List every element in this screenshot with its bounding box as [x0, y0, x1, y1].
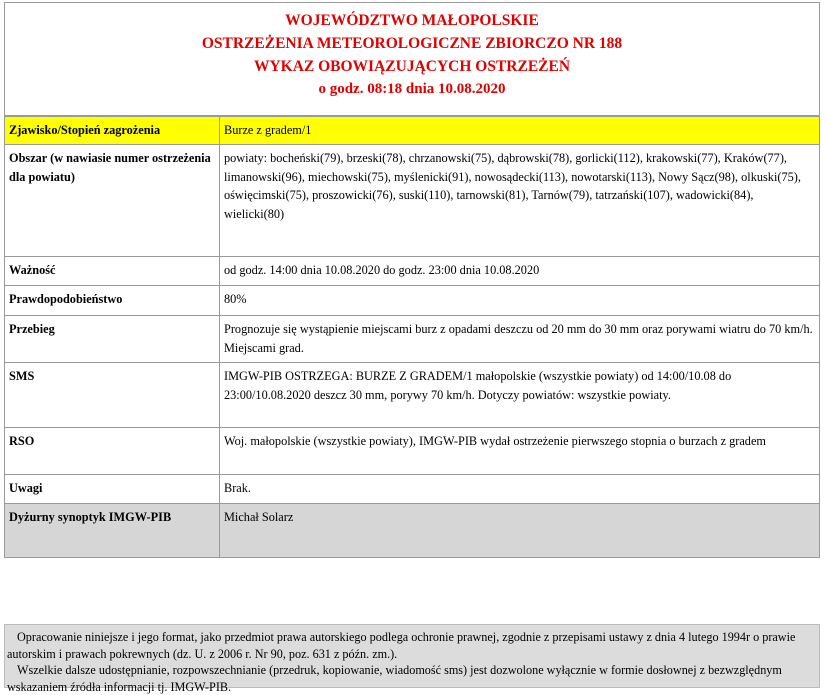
row-course	[5, 316, 820, 363]
rso-value: Woj. małopolskie (wszystkie powiaty), IMGW-PIB wydał ostrzeżenie pierwszego stopnia o burzach z gradem	[220, 428, 820, 475]
row-sms	[5, 363, 820, 428]
redistribution-paragraph: Wszelkie dalsze udostępnianie, rozpowszechnianie (przedruk, kopiowanie, wiadomość sms) jest dozwolone wyłącznie w formie dosłownej z bezwzględnym wskazaniem źródła informacji tj. IMGW-PIB.	[7, 663, 782, 694]
course-label: Przebieg	[5, 316, 220, 363]
sms-label: SMS	[5, 363, 220, 428]
area-value: powiaty: bocheński(79), brzeski(78), chrzanowski(75), dąbrowski(78), gorlicki(112), krakowski(77), Kraków(77), limanowski(96), miechowski(75), myślenicki(91), nowosądecki(113), nowotarski(113), Nowy Sącz(98), olkuski(75), oświęcimski(75), proszowicki(76), suski(110), tarnowski(81), Tarnów(79), tatrzański(107), wadowicki(84), wielicki(80)	[220, 145, 820, 257]
copyright-paragraph: Opracowanie niniejsze i jego format, jako przedmiot prawa autorskiego podlega ochronie prawnej, zgodnie z przepisami ustawy z dnia 4 lutego 1994r o prawie autorskim i prawach pokrewnych (dz. U. z 2006 r. Nr 90, poz. 631 z późn. zm.).	[7, 630, 796, 661]
row-remarks	[5, 475, 820, 504]
validity-label: Ważność	[5, 257, 220, 286]
course-value: Prognozuje się wystąpienie miejscami burz z opadami deszczu od 20 mm do 30 mm oraz porywami wiatru do 70 km/h. Miejscami grad.	[220, 316, 820, 363]
forecaster-label: Dyżurny synoptyk IMGW-PIB	[5, 504, 220, 558]
validity-value: od godz. 14:00 dnia 10.08.2020 do godz. 23:00 dnia 10.08.2020	[220, 257, 820, 286]
region-title: WOJEWÓDZTWO MAŁOPOLSKIE	[285, 12, 539, 29]
forecaster-value: Michał Solarz	[220, 504, 820, 558]
list-title: WYKAZ OBOWIĄZUJĄCYCH OSTRZEŻEŃ	[253, 58, 571, 75]
warning-table	[4, 116, 820, 558]
copyright-notice	[4, 624, 820, 694]
probability-label: Prawdopodobieństwo	[5, 286, 220, 316]
row-validity	[5, 257, 820, 286]
phenomenon-value: Burze z gradem/1	[220, 117, 820, 145]
row-rso	[5, 428, 820, 475]
sms-value: IMGW-PIB OSTRZEGA: BURZE Z GRADEM/1 małopolskie (wszystkie powiaty) od 14:00/10.08 do 23:00/10.08.2020 deszcz 30 mm, porywy 70 km/h. Dotyczy powiatów: wszystkie powiaty.	[220, 363, 820, 428]
remarks-label: Uwagi	[5, 475, 220, 504]
remarks-value: Brak.	[220, 475, 820, 504]
phenomenon-label: Zjawisko/Stopień zagrożenia	[5, 117, 220, 145]
row-forecaster	[5, 504, 820, 558]
probability-value: 80%	[220, 286, 820, 316]
issue-datetime: o godz. 08:18 dnia 10.08.2020	[318, 81, 506, 97]
rso-label: RSO	[5, 428, 220, 475]
row-phenomenon	[5, 117, 820, 145]
area-label: Obszar (w nawiasie numer ostrzeżenia dla powiatu)	[5, 145, 220, 257]
bulletin-title: OSTRZEŻENIA METEOROLOGICZNE ZBIORCZO NR 188	[201, 35, 623, 52]
row-area	[5, 145, 820, 257]
row-probability	[5, 286, 820, 316]
document-header	[4, 2, 820, 116]
